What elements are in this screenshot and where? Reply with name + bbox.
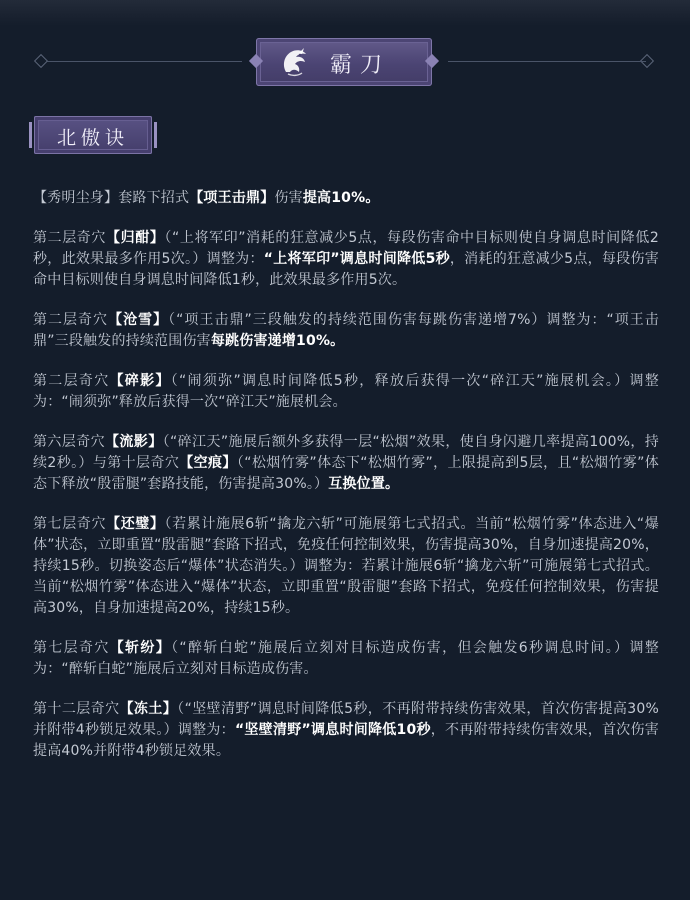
note-text: 伤害	[274, 190, 303, 206]
dragon-emblem-icon	[278, 45, 312, 79]
note-text: 第十二层奇穴	[33, 701, 120, 717]
note-text: 第二层奇穴	[33, 230, 107, 246]
section-title: 北傲诀	[56, 127, 129, 149]
change-note-paragraph	[33, 228, 659, 291]
change-note-paragraph	[33, 514, 659, 619]
note-text: ，消耗的狂意减少5点，每段伤害命中目标则使自身调息时间降低1秒，此效果最多作用5次。	[33, 251, 659, 288]
note-highlight: “上将军印”调息时间降低5秒	[263, 251, 450, 267]
note-text: 第六层奇穴	[33, 434, 105, 450]
note-text: 第二层奇穴	[33, 373, 110, 389]
note-text: 第二层奇穴	[33, 312, 109, 328]
note-highlight: 提高10%。	[302, 190, 380, 206]
note-text: （“闹须弥”调息时间降低5秒，释放后获得一次“碎江天”施展机会。）调整为：“闹须弥”释放后获得一次“碎江天”施展机会。	[33, 373, 659, 410]
change-notes	[33, 188, 659, 781]
change-note-paragraph	[33, 371, 659, 413]
header-divider-right	[448, 61, 646, 62]
diamond-ornament-left-icon	[34, 54, 48, 68]
note-highlight: “坚壁清野”调息时间降低10秒	[234, 722, 431, 738]
note-highlight: 每跳伤害递增10%。	[210, 333, 345, 349]
note-highlight: 【沧雪】	[108, 312, 169, 328]
note-highlight: 互换位置。	[328, 476, 400, 492]
note-highlight: 【归酣】	[106, 230, 165, 246]
header-divider-left	[44, 61, 242, 62]
note-highlight: 【斩纷】	[109, 640, 172, 656]
note-text: （“醉斩白蛇”施展后立刻对目标造成伤害，但会触发6秒调息时间。）调整为：“醉斩白蛇”施展后立刻对目标造成伤害。	[33, 640, 659, 677]
page-header	[0, 36, 690, 88]
note-text: 第七层奇穴	[33, 640, 110, 656]
note-text: 【秀明尘身】套路下招式	[33, 190, 190, 206]
change-note-paragraph	[33, 638, 659, 680]
note-text: （“碎江天”施展后额外多获得一层“松烟”效果，使自身闪避几率提高100%，持续2秒。）与第十层奇穴	[33, 434, 660, 471]
change-note-paragraph	[33, 188, 659, 209]
note-text: （“坚壁清野”调息时间降低5秒，不再附带持续伤害效果，首次伤害提高30%并附带4秒锁足效果。）调整为：	[33, 701, 659, 738]
change-note-paragraph	[33, 699, 659, 762]
page-title: 霸刀	[330, 53, 391, 78]
note-text: （若累计施展6斩“擒龙六斩”可施展第七式招式。当前“松烟竹雾”体态进入“爆体”状态，立即重置“殷雷腿”套路下招式，免疫任何控制效果，伤害提高30%，自身加速提高20%，持续15秒。切换姿态后“爆体”状态消失。）调整为：若累计施展6斩“擒龙六斩”可施展第七式招式。当前“松烟竹雾”体态进入“爆体”状态，立即重置“殷雷腿”套路下招式，免疫任何控制效果，伤害提高30%，自身加速提高20%，持续15秒。	[33, 516, 660, 616]
note-highlight: 【流影】	[105, 434, 163, 450]
change-note-paragraph	[33, 310, 659, 352]
note-highlight: 【碎影】	[109, 373, 171, 389]
note-text: ，不再附带持续伤害效果，首次伤害提高40%并附带4秒锁足效果。	[33, 722, 659, 759]
section-title-plate	[34, 116, 152, 154]
note-highlight: 【还璧】	[106, 516, 165, 532]
note-highlight: 【项王击鼎】	[189, 190, 275, 206]
note-text: （“项王击鼎”三段触发的持续范围伤害每跳伤害递增7%）调整为：“项王击鼎”三段触发的持续范围伤害	[33, 312, 659, 349]
note-highlight: 【冻土】	[119, 701, 178, 717]
change-note-paragraph	[33, 432, 659, 495]
title-plate	[256, 38, 432, 86]
note-text: （“松烟竹雾”体态下“松烟竹雾”，上限提高到5层，且“松烟竹雾”体态下释放“殷雷腿”套路技能，伤害提高30%。）	[33, 455, 659, 492]
note-text: （“上将军印”消耗的狂意减少5点，每段伤害命中目标则使自身调息时间降低2秒，此效果最多作用5次。）调整为：	[33, 230, 659, 267]
note-highlight: 【空痕】	[179, 455, 237, 471]
note-text: 第七层奇穴	[33, 516, 107, 532]
top-banner-strip	[0, 0, 690, 26]
